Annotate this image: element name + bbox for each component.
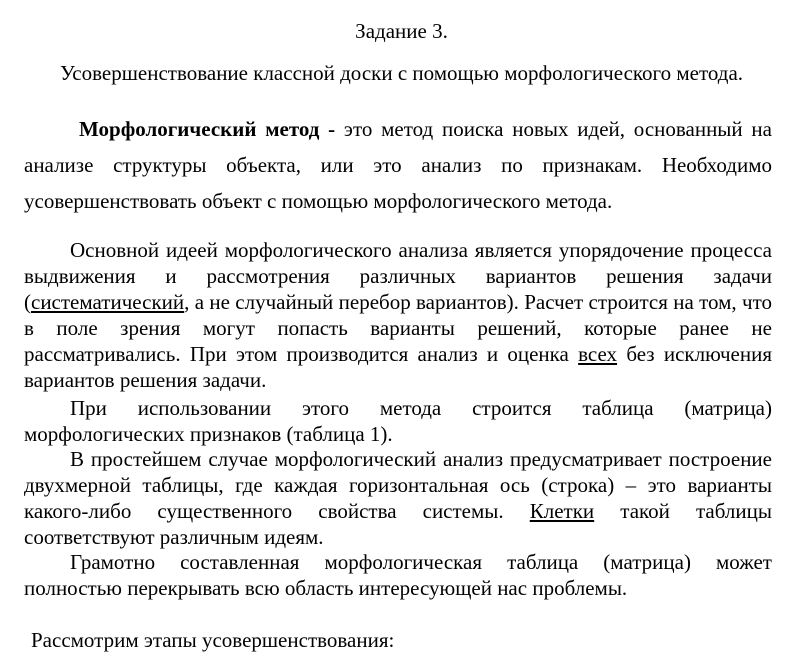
method-term: Морфологический метод -: [79, 117, 336, 141]
task-subtitle: Усовершенствование классной доски с помощью морфологического метода.: [59, 61, 744, 85]
closing-line: Рассмотрим этапы усовершенствования:: [31, 628, 395, 652]
underlined-word-cells: Клетки: [529, 499, 595, 523]
paragraph-matrix-coverage: Грамотно составленная морфологическая таблица (матрица) может полностью перекрывать всю область интересующей нас проблемы.: [24, 550, 772, 600]
underlined-word-all: всех: [578, 342, 618, 366]
intro-paragraph: [24, 111, 772, 219]
underlined-word-systematic: систематический: [31, 290, 185, 314]
paragraph-text: В простейшем случае морфологический анализ предусматривает построение двухмерной таблицы, где каждая горизонтальная ось (строка) – это варианты какого-либо существенного свойства системы.: [24, 447, 772, 523]
paragraph-text: , а не случайный перебор вариантов). Расчет строится на том, что в поле зрения могут попасть варианты решений, которые ранее не рассматривались. При этом производится анализ и оценка: [24, 290, 772, 366]
task-title: Задание 3.: [355, 19, 448, 43]
paragraph-text: без исключения вариантов решения задачи.: [24, 342, 772, 392]
paragraph-main-idea: [24, 237, 772, 393]
paragraph-text: Основной идеей морфологического анализа является упорядочение процесса выдвижения и рассмотрения различных вариантов решения задачи (: [24, 238, 772, 314]
paragraph-simplest-case: [24, 446, 772, 550]
intro-definition: это метод поиска новых идей, основанный на анализе структуры объекта, или это анализ по признакам. Необходимо усовершенствовать объект с помощью морфологического метода.: [24, 117, 772, 213]
paragraph-text: такой таблицы соответствуют различным идеям.: [24, 499, 772, 549]
paragraph-table-usage: При использовании этого метода строится таблица (матрица) морфологических признаков (таблица 1).: [24, 396, 772, 446]
